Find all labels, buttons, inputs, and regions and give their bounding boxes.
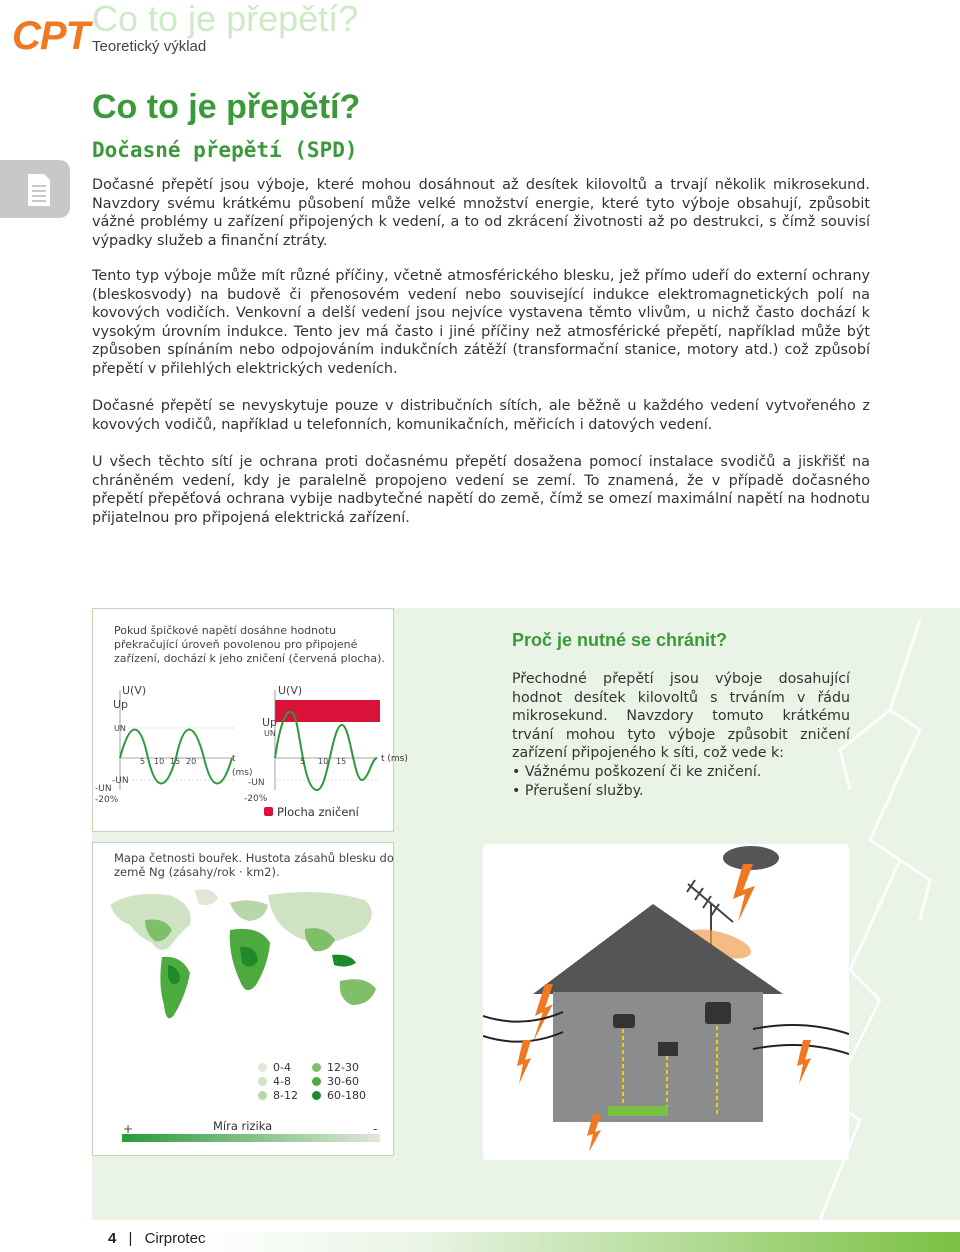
footer-brand: Cirprotec xyxy=(144,1230,206,1247)
list-item: • Přerušení služby. xyxy=(512,782,850,801)
left-graph xyxy=(120,690,234,790)
why-protect-title: Proč je nutné se chránit? xyxy=(512,630,728,650)
legend-item: 60-180 xyxy=(312,1088,366,1102)
footer-separator: | xyxy=(128,1230,133,1247)
tv-icon xyxy=(705,1002,731,1024)
left-tick-10: 10 xyxy=(154,757,165,766)
paragraph-4: U všech těchto sítí je ochrana proti dočasnému přepětí dosažena pomocí instalace svodičů a jiskřišť na chráněném vedení, kdy je paralelně propojeno vedení se zemí. To znamená, že v případě dočasného přepětí přepěťová ochrana vybije nadbytečné napětí do země, čímž se omezí maximální napětí na hodnotu přijatelnou pro připojená elektrická zařízení. xyxy=(92,454,870,526)
right-tick-15: 15 xyxy=(336,757,347,766)
left-neg-un-1: -UN xyxy=(112,776,129,786)
legend-item: 8-12 xyxy=(258,1088,298,1102)
voltage-graphs xyxy=(92,680,392,810)
page-title: Co to je přepětí? xyxy=(92,88,361,126)
paragraph-3: Dočasné přepětí se nevyskytuje pouze v distribučních sítích, ale běžně u každého vedení vytvořeného z kovových vodičů, například u telefonních, komunikačních, měřicích i datových vedení. xyxy=(92,398,870,433)
damage-legend-label: Plocha zničení xyxy=(277,805,359,819)
legend-item: 4-8 xyxy=(258,1074,298,1088)
right-graph xyxy=(275,690,380,790)
world-map xyxy=(100,885,390,1035)
why-protect-list xyxy=(512,763,850,800)
right-tick-5: 5 xyxy=(300,757,306,766)
paragraph-1: Dočasné přepětí jsou výboje, které mohou dosáhnout až desítek kilovoltů a trvají několik mikrosekund. Navzdory svému krátkému působení může velké množství energie, které tyto výboje obsahují, způsobit vážné problémy u zařízení připojených k vedení, a to od zkrácení životnosti až po destrukci, s čímž souvisí výpadky služeb a finanční ztráty. xyxy=(92,177,870,249)
left-neg-un-2: -UN xyxy=(95,784,112,794)
computer-icon xyxy=(658,1042,678,1056)
cpt-logo: CPT xyxy=(12,14,89,58)
document-icon xyxy=(0,160,70,218)
page-number: 4 xyxy=(108,1230,117,1247)
left-y-axis-label: U(V) xyxy=(122,684,147,697)
left-un-label: UN xyxy=(114,724,126,733)
risk-minus: - xyxy=(373,1122,378,1136)
right-x-axis-label: t (ms) xyxy=(381,754,408,764)
footer xyxy=(108,1230,205,1247)
right-up-label: Up xyxy=(262,716,278,729)
paragraph-2: Tento typ výboje může mít různé příčiny, včetně atmosférického blesku, jež přímo udeří do externí ochrany (bleskosvody) na budově či přenosovém vedení nebo související indukce elektromagnetických polí na kovových vodičích. Venkovní a delší vedení jsou nejvíce vystavena těmto vlivům, u nichž často dochází k vysokým úrovním indukce. Tento jev má často i jiné příčiny než atmosférické přepětí, například může být způsoben spínáním nebo odpojováním indukčních zátěží (transformační stanice, motory atd.) což způsobí přepětí v přilehlých elektrických vedeních. xyxy=(92,268,870,377)
map-caption: Mapa četnosti bouřek. Hustota zásahů blesku do země Ng (zásahy/rok · km2). xyxy=(114,851,394,879)
left-up-label: Up xyxy=(113,698,129,711)
right-neg-un: -UN xyxy=(248,778,265,788)
right-y-axis-label: U(V) xyxy=(278,684,303,697)
house-wall xyxy=(553,992,763,1122)
section-title: Dočasné přepětí (SPD) xyxy=(92,138,358,162)
risk-label: Míra rizika xyxy=(213,1119,273,1133)
header-title: Co to je přepětí? xyxy=(92,0,359,39)
list-item: • Vážnému poškození či ke zničení. xyxy=(512,763,850,782)
left-tick-20: 20 xyxy=(186,757,197,766)
right-tick-10: 10 xyxy=(318,757,329,766)
house-illustration xyxy=(483,844,849,1160)
map-legend-2 xyxy=(312,1060,366,1102)
why-protect-text: Přechodné přepětí jsou výboje dosahující hodnot desítek kilovoltů s trváním v řádu mikrosekund. Navzdory tomuto krátkému trvání mohou tyto výboje způsobit zničení zařízení připojeného k síti, což vede k: • Vážnému poškození či ke zničení. • Přerušení služby. xyxy=(512,670,850,800)
legend-item: 0-4 xyxy=(258,1060,298,1074)
legend-item: 12-30 xyxy=(312,1060,366,1074)
left-tick-5: 5 xyxy=(140,757,146,766)
left-x-axis-label: t (ms) xyxy=(232,754,253,778)
lightning-bolt-icon xyxy=(733,864,755,922)
damage-legend-swatch xyxy=(264,807,273,816)
map-legend xyxy=(258,1060,298,1102)
risk-gradient-bar xyxy=(122,1134,380,1142)
graph-caption: Pokud špičkové napětí dosáhne hodnotu překračující úroveň povolenou pro připojené zařízení, dochází k jeho zničení (červená plocha). xyxy=(114,624,385,665)
telephone-icon xyxy=(613,1014,635,1028)
legend-item: 30-60 xyxy=(312,1074,366,1088)
ground-block xyxy=(608,1106,668,1116)
header-subtitle: Teoretický výklad xyxy=(92,38,207,55)
right-un-label: UN xyxy=(264,729,276,738)
right-neg-20: -20% xyxy=(244,794,268,804)
risk-plus: + xyxy=(123,1122,134,1136)
left-tick-15: 15 xyxy=(170,757,181,766)
left-neg-20: -20% xyxy=(95,795,119,805)
